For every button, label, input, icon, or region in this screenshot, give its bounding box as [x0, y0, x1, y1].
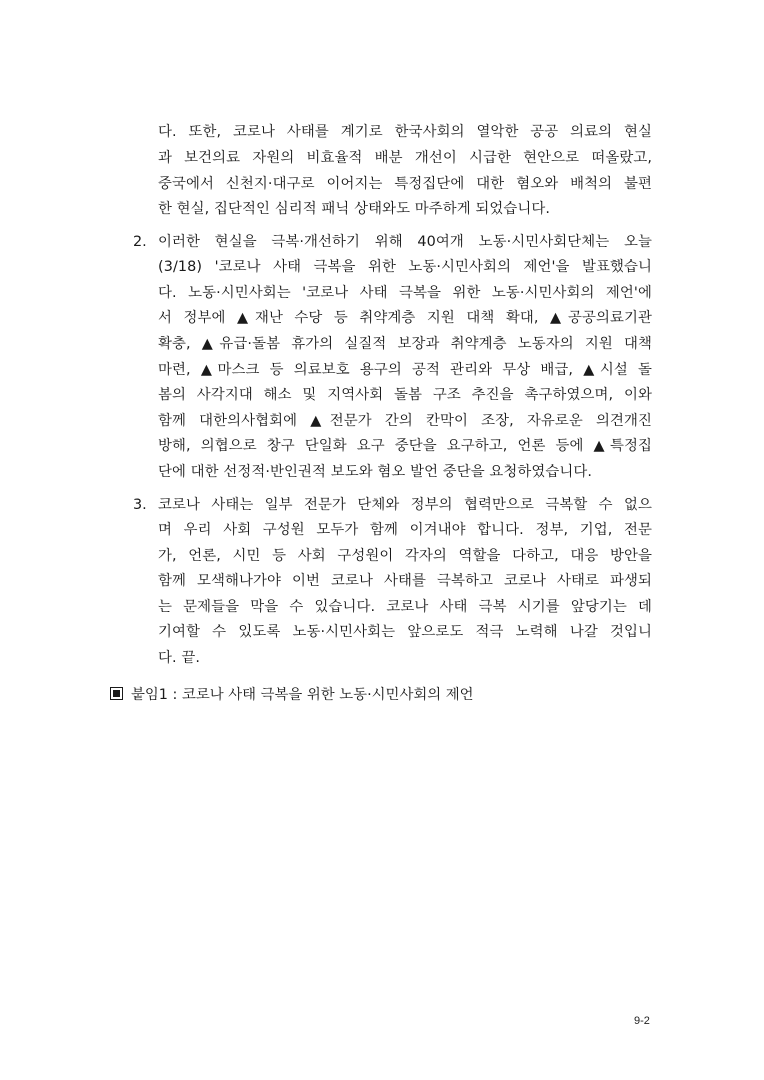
text-line: 다. 끝.	[158, 650, 201, 666]
text-line: 며 우리 사회 구성원 모두가 함께 이겨내야 합니다. 정부, 기업, 전문	[158, 522, 652, 538]
text-line: 함께 모색해나가야 이번 코로나 사태를 극복하고 코로나 사태로 파생되	[158, 573, 652, 589]
page-number: 9-2	[634, 1015, 650, 1027]
item-number: 2.	[133, 234, 147, 250]
text-line: 함께 대한의사협회에 ▲전문가 간의 칸막이 조장, 자유로운 의견개진	[158, 413, 652, 429]
item-number: 3.	[133, 497, 147, 513]
text-line: 가, 언론, 시민 등 사회 구성원이 각자의 역할을 다하고, 대응 방안을	[158, 548, 652, 564]
text-line: 코로나 사태는 일부 전문가 단체와 정부의 협력만으로 극복할 수 없으	[158, 497, 652, 513]
checkbox-filled-square-icon	[110, 687, 123, 700]
text-line: 는 문제들을 막을 수 있습니다. 코로나 사태 극복 시기를 앞당기는 데	[158, 599, 652, 615]
text-line: 봄의 사각지대 해소 및 지역사회 돌봄 구조 추진을 촉구하였으며, 이와	[158, 387, 652, 403]
text-line: 단에 대한 선정적·반인권적 보도와 혐오 발언 중단을 요청하였습니다.	[158, 464, 593, 480]
text-line: 다. 또한, 코로나 사태를 계기로 한국사회의 열악한 공공 의료의 현실	[158, 124, 652, 140]
text-line: 이러한 현실을 극복·개선하기 위해 40여개 노동·시민사회단체는 오늘	[158, 234, 652, 250]
attachment-label: 붙임1 : 코로나 사태 극복을 위한 노동·시민사회의 제언	[131, 687, 474, 703]
text-line: 마련, ▲마스크 등 의료보호 용구의 공적 관리와 무상 배급, ▲시설 돌	[158, 362, 652, 378]
text-line: (3/18) '코로나 사태 극복을 위한 노동·시민사회의 제언'을 발표했습니	[158, 259, 652, 275]
text-line: 한 현실, 집단적인 심리적 패닉 상태와도 마주하게 되었습니다.	[158, 201, 551, 217]
text-line: 다. 노동·시민사회는 '코로나 사태 극복을 위한 노동·시민사회의 제언'에	[158, 285, 652, 301]
text-line: 서 정부에 ▲재난 수당 등 취약계층 지원 대책 확대, ▲공공의료기관	[158, 310, 652, 326]
text-line: 과 보건의료 자원의 비효율적 배분 개선이 시급한 현안으로 떠올랐고,	[158, 150, 652, 166]
text-line: 중국에서 신천지·대구로 이어지는 특정집단에 대한 혐오와 배척의 불편	[158, 176, 652, 192]
text-line: 방해, 의협으로 창구 단일화 요구 중단을 요구하고, 언론 등에 ▲특정집	[158, 438, 652, 454]
text-line: 기여할 수 있도록 노동·시민사회는 앞으로도 적극 노력해 나갈 것입니	[158, 624, 652, 640]
text-line: 확충, ▲유급·돌봄 휴가의 실질적 보장과 취약계층 노동자의 지원 대책	[158, 336, 652, 352]
attachment-line	[110, 685, 474, 705]
